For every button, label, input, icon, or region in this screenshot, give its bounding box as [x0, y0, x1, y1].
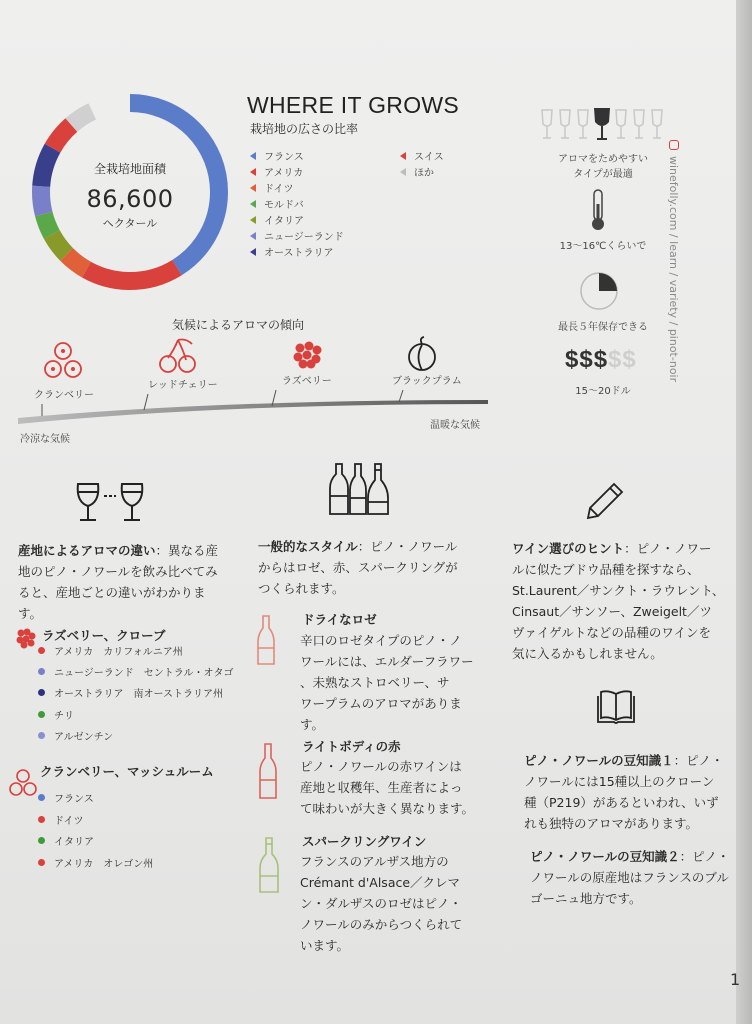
wine-bottles-icon	[326, 462, 390, 518]
page-title: WHERE IT GROWS	[247, 92, 460, 118]
page-number: 1	[730, 970, 741, 989]
legend-item-usa: アメリカ	[250, 164, 303, 179]
legend-item-italy: イタリア	[250, 212, 304, 227]
donut-unit: ヘクタール	[102, 217, 158, 230]
aroma-label-cranberry: クランベリー	[34, 390, 94, 401]
red-title: ライトボディの赤	[302, 739, 401, 754]
list-item: オーストラリア 南オーストラリア州	[38, 685, 223, 700]
donut-center	[52, 160, 208, 231]
rose-bottle-icon	[256, 614, 276, 666]
legend-item-germany: ドイツ	[250, 180, 294, 195]
legend-item-switzerland: スイス	[400, 148, 444, 163]
page-subtitle: 栽培地の広さの比率	[250, 122, 359, 136]
source-url: winefolly.com / learn / variety / pinot-noir	[667, 140, 680, 382]
list-item: フランス	[38, 790, 94, 805]
pencil-icon	[586, 480, 626, 520]
regions-intro: 産地によるアロマの違い：異なる産 地のピノ・ノワールを飲み比べてみ ると、産地ごとの違いがわかります。	[18, 543, 219, 621]
donut-label: 全栽培地面積	[93, 162, 166, 176]
legend-item-australia: オーストラリア	[250, 244, 334, 259]
list-item: アルゼンチン	[38, 728, 113, 743]
sparkling-text: フランスのアルザス地方の Crémant d'Alsace／クレマ ン・ダルザスのロゼはピノ・ ノワールのみからつくられて います。	[300, 854, 463, 953]
wine-glasses-icon	[538, 104, 666, 144]
aroma-label-red-cherry: レッドチェリー	[148, 380, 218, 391]
black-plum-icon	[404, 336, 440, 372]
tips-text: ワイン選びのヒント：ピノ・ノワー ルに似たブドウ品種を探すなら、 St.Laurent／サンクト・ラウレント、 Cinsaut／サンソー、Zweigelt／ツ ヴァイゲルトなどの品種のワインを 気に入るかもしれません。	[512, 541, 725, 661]
price-rating: $$$$$	[565, 346, 637, 373]
list-item: アメリカ オレゴン州	[38, 855, 153, 870]
list-item: イタリア	[38, 833, 94, 848]
list-item: アメリカ カリフォルニア州	[38, 643, 183, 658]
legend-item-new-zealand: ニュージーランド	[250, 228, 344, 243]
warm-climate-label: 温暖な気候	[430, 420, 480, 431]
raspberry-icon	[290, 338, 324, 370]
glass-caption: アロマをためやすい タイプが最適	[558, 154, 648, 180]
trivia-2: ピノ・ノワールの豆知識２：ピノ・ ノワールの原産地はフランスのブル ゴーニュ地方です。	[530, 849, 730, 906]
rose-text: 辛口のロゼタイプのピノ・ノ ワールには、エルダーフラワー 、未熟なストロベリー、サ ワープラムのアロマがありま す。	[300, 633, 474, 732]
styles-intro: 一般的なスタイル：ピノ・ノワール からはロゼ、赤、スパークリングが つくられます。	[258, 539, 458, 596]
aroma-label-black-plum: ブラックプラム	[392, 376, 462, 387]
red-wine-bottle-icon	[258, 742, 278, 800]
price-text: 15〜20ドル	[575, 386, 631, 397]
rose-title: ドライなロゼ	[302, 612, 377, 627]
trivia-1: ピノ・ノワールの豆知識１：ピノ・ ノワールには15種以上のクローン 種（P219）があるといわれ、いず れも独特のアロマがあります。	[524, 753, 724, 831]
storage-text: 最長５年保存できる	[558, 322, 648, 333]
temperature-text: 13〜16℃くらいで	[559, 241, 647, 252]
raspberry-small-icon	[14, 626, 38, 650]
sparkling-title: スパークリングワイン	[302, 834, 427, 849]
book-icon	[596, 688, 636, 728]
cherry-icon	[158, 338, 198, 374]
cool-climate-label: 冷涼な気候	[20, 434, 70, 445]
thermometer-icon	[588, 188, 608, 232]
list-item: ニュージーランド セントラル・オタゴ	[38, 664, 234, 679]
compare-glasses-icon	[74, 478, 146, 526]
aroma-label-raspberry: ラズベリー	[282, 376, 332, 387]
legend-item-france: フランス	[250, 148, 304, 163]
climate-title: 気候によるアロマの傾向	[172, 318, 305, 332]
cranberry-small-icon	[8, 768, 38, 798]
list-item: ドイツ	[38, 812, 84, 827]
red-text: ピノ・ノワールの赤ワインは 産地と収穫年、生産者によっ て味わいが大きく異なります。	[300, 759, 475, 816]
sparkling-bottle-icon	[258, 836, 280, 894]
group1-title: ラズベリー、クローブ	[42, 628, 166, 643]
legend-item-other: ほか	[400, 164, 434, 179]
legend-item-moldova: モルドバ	[250, 196, 304, 211]
list-item: チリ	[38, 707, 74, 722]
donut-value: 86,600	[86, 185, 174, 213]
aging-clock-icon	[578, 270, 620, 312]
cranberry-icon	[40, 338, 86, 384]
group2-title: クランベリー、マッシュルーム	[40, 764, 214, 779]
